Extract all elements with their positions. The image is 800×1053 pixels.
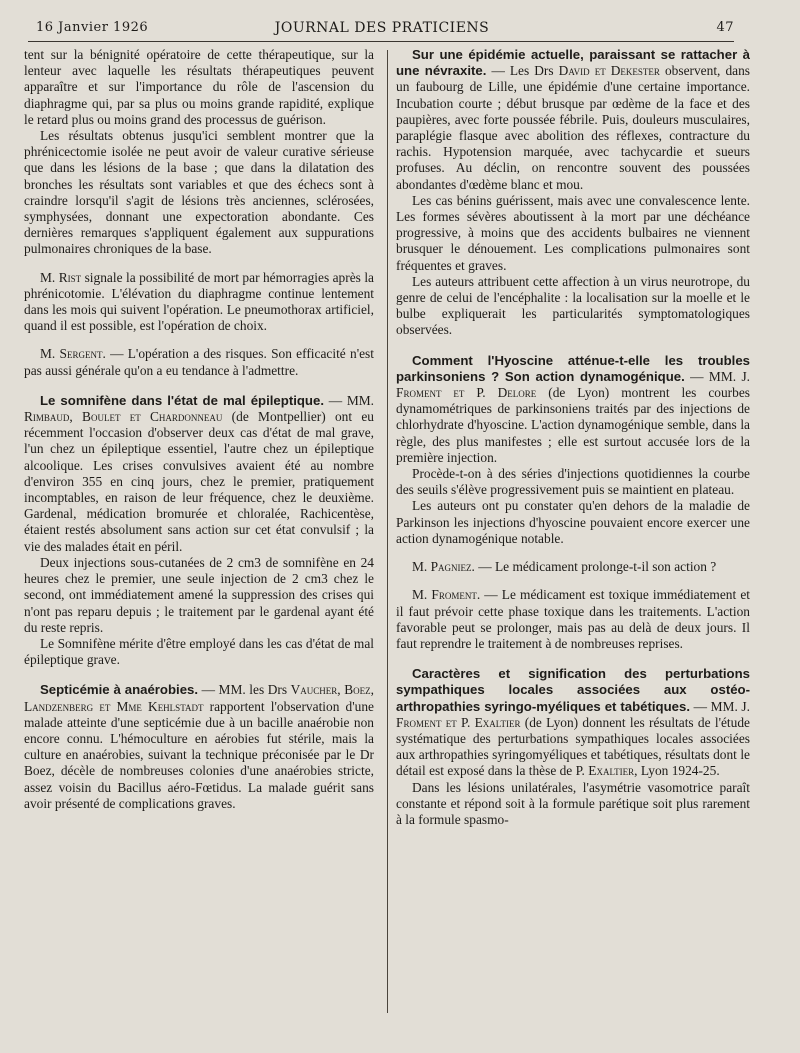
article-septicemie: Septicémie à anaérobies. — MM. les Drs Vaucher, Boez, Landzenberg et Mme Kehlstadt rapportent l'observation d'une malade atteinte d'une septicémie due à un bacille anaérobie non encore connu. L'hémoculture en aérobies fut stérile, mais la culture en anaérobies, suivant la technique préconisée par le Dr Boez, décèle de nombreuses colonies d'une anaérobies stricte, assez voisin du Bacillus aéro-Fœtidus. La malade guérit sans avoir présenté de complications graves.	[24, 682, 374, 811]
paragraph: M. Sergent. — L'opération a des risques. Son efficacité n'est pas aussi générale qu'on a eu tendance à l'admettre.	[24, 346, 374, 378]
issue-date: 16 Janvier 1926	[36, 20, 149, 35]
paragraph: Deux injections sous-cutanées de 2 cm3 de somnifène en 24 heures chez le premier, une seule injection de 2 cm3 chez le second, ont immédiatement amené la suppression des crises qui n'ont pas reparu depuis ; le traitement par le gardenal ayant été du reste repris.	[24, 554, 374, 635]
article-perturbations: Caractères et signification des perturbations sympathiques locales associées aux ostéo-arthropathies syringo-myéliques et tabétiques. — MM. J. Froment et P. Exaltier (de Lyon) donnent les résultats de l'étude systématique des perturbations sympathiques locales associées aux arthropathies syringomyéliques et tabétiques, résultats dont le détail est exposé dans la thèse de P. Exaltier, Lyon 1924-25.	[396, 666, 750, 779]
author-name: Exaltier	[588, 763, 635, 779]
author-names: Rimbaud, Boulet et Chardonneau	[24, 409, 223, 425]
article-epidemie: Sur une épidémie actuelle, paraissant se rattacher à une névraxite. — Les Drs David et Dekester observent, dans un faubourg de Lille, une épidémie d'une certaine importance. Incubation courte ; début brusque par œdème de la face et des paupières, avec forte poussée fébrile. Puis, douleurs musculaires, paraplégie flasque avec abolition des réflexes, contracture du rachis. Hypotension marquée, avec tachycardie et sueurs profuses. Au déclin, on rencontre souvent des poussées abondantes d'œdème blanc et mou.	[396, 47, 750, 192]
paragraph: Les résultats obtenus jusqu'ici semblent montrer que la phrénicectomie isolée ne peut avoir de valeur curative sérieuse que dans les lésions de la base ; que dans la dilatation des bronches les résultats sont variables et que des échecs sont à craindre lorsqu'il s'agit de lésions très anciennes, sclérosées, symphysées, donnant une expectoration abondante. Ces dernières remarques s'appliquent également aux suppurations pulmonaires chroniques de la base.	[24, 128, 374, 257]
author-names: David et Dekester	[558, 63, 660, 79]
speaker-name: M. Rist	[40, 269, 82, 285]
page-number: 47	[716, 20, 734, 35]
paragraph: Les cas bénins guérissent, mais avec une convalescence lente. Les formes sévères aboutissent à la mort par une déchéance progressive, à moins que des accidents bulbaires ne viennent brusquer le dénouement. Les complications pulmonaires sont fréquentes et graves.	[396, 192, 750, 273]
paragraph: tent sur la bénignité opératoire de cette thérapeutique, sur la lenteur avec laquelle les résultats thérapeutiques peuvent apparaître et sur l'importance du rôle de l'ascension du diaphragme qui, par sa plus ou moins grande rapidité, explique le retard plus ou moins grand des processus de guérison.	[24, 47, 374, 127]
column-divider	[387, 50, 388, 1013]
author-names: Froment et P. Exaltier	[396, 714, 521, 730]
paragraph: Les auteurs ont pu constater qu'en dehors de la maladie de Parkinson les injections d'hyoscine pouvaient encore exercer une action dynamogénique notable.	[396, 498, 750, 546]
paragraph: Dans les lésions unilatérales, l'asymétrie vasomotrice paraît constante et répond soit à la formule parétique soit plus rarement à la formule spasmo-	[396, 779, 750, 827]
article-heading: Sur une épidémie actuelle, paraissant se rattacher à une névraxite.	[396, 47, 750, 79]
left-column	[24, 47, 374, 812]
journal-title: JOURNAL DES PRATICIENS	[274, 20, 490, 36]
article-heading: Septicémie à anaérobies.	[40, 682, 199, 698]
article-somnifene: Le somnifène dans l'état de mal épileptique. — MM. Rimbaud, Boulet et Chardonneau (de Montpellier) ont eu récemment l'occasion d'observer deux cas d'état de mal grave, l'un chez un épileptique essentiel, l'autre chez un épileptique alcoolique. Les crises convulsives avaient été au nombre d'environ 355 en cinq jours, chez le premier, pratiquement incomptables, en raison de leur fréquence, chez le deuxième. Gardenal, médication bromurée et chloralée, Rachicentèse, étaient restés absolument sans action sur cet état convulsif ; la vie des malades était en péril.	[24, 392, 374, 554]
paragraph: Le Somnifène mérite d'être employé dans les cas d'état de mal épileptique grave.	[24, 635, 374, 668]
author-names: Vaucher, Boez, Landzenberg et Mme Kehlstadt	[24, 682, 374, 714]
speaker-name: M. Sergent.	[40, 346, 106, 362]
article-heading: Comment l'Hyoscine atténue-t-elle les troubles parkinsoniens ? Son action dynamogénique.	[396, 352, 750, 384]
article-heading: Caractères et signification des perturbations sympathiques locales associées aux ostéo-arthropathies syringo-myéliques et tabétiques.	[396, 666, 750, 714]
header-rule	[28, 41, 734, 42]
right-column	[396, 47, 750, 828]
running-head	[30, 16, 734, 40]
author-names: Froment et P. Delore	[396, 385, 537, 401]
paragraph: Procède-t-on à des séries d'injections quotidiennes la courbe des seuils s'élève progressivement puis se maintient en plateau.	[396, 466, 750, 498]
article-hyoscine: Comment l'Hyoscine atténue-t-elle les troubles parkinsoniens ? Son action dynamogénique. — MM. J. Froment et P. Delore (de Lyon) montrent les courbes dynamométriques de parkinsoniens traités par des injections de chlorhydrate d'hyoscine. L'action dynamogénique semble, dans la règle, des plus manifestes ; elle est surtout accusée lors de la première injection.	[396, 352, 751, 465]
paragraph: M. Pagniez. — Le médicament prolonge-t-il son action ?	[412, 559, 717, 575]
article-heading: Le somnifène dans l'état de mal épileptique.	[40, 392, 324, 408]
speaker-name: M. Froment.	[412, 587, 481, 603]
speaker-name: M. Pagniez.	[412, 559, 475, 575]
paragraph: M. Rist signale la possibilité de mort par hémorragies après la phrénicotomie. L'élévation du diaphragme continue lentement dans les mois qui suivent l'opération. Le pneumothorax artificiel, quand il est possible, est l'opération de choix.	[24, 269, 374, 334]
paragraph: Les auteurs attribuent cette affection à un virus neurotrope, du genre de celui de l'encéphalite : la localisation sur la moelle et le bulbe expliquerait les particularités symptomatologiques observées.	[396, 273, 750, 338]
paragraph: M. Froment. — Le médicament est toxique immédiatement et il faut prévoir cette phase toxique dans les traitements. L'action favorable peut se prolonger, mais pas au delà de deux jours. Il faut reprendre le traitement à de nombreuses reprises.	[396, 587, 750, 651]
